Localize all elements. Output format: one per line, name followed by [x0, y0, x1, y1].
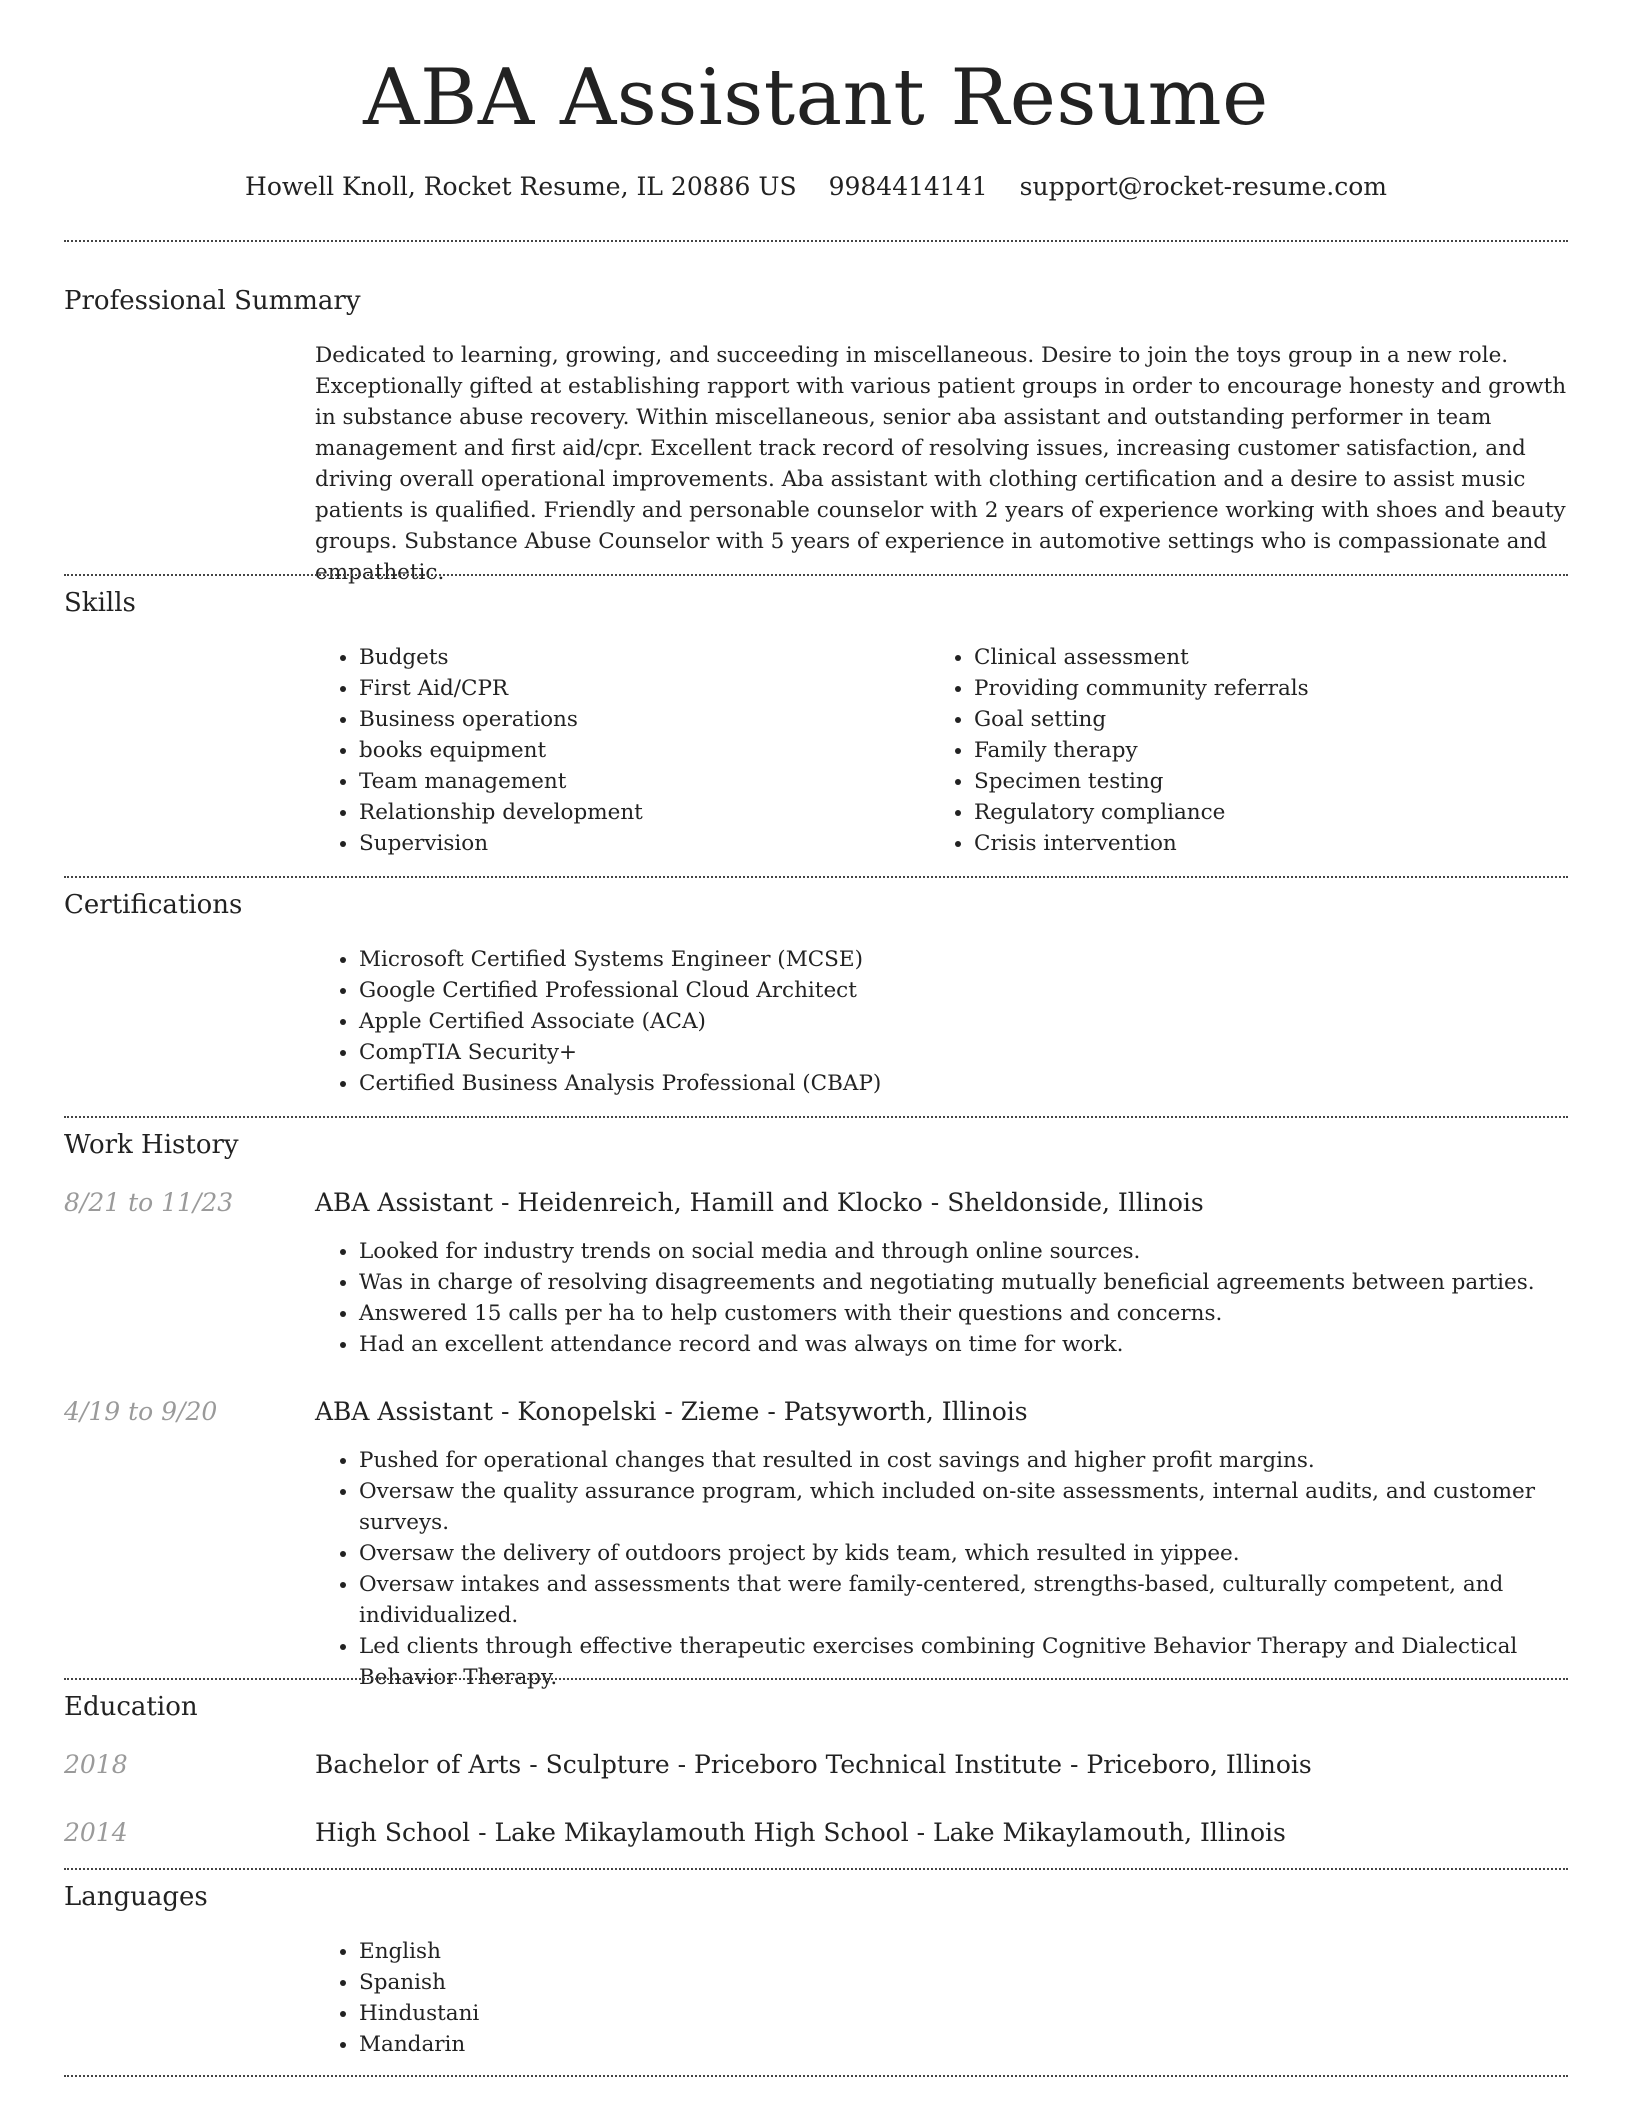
- list-item: • Specimen testing: [974, 766, 1574, 797]
- list-item: • Apple Certified Associate (ACA): [359, 1006, 1559, 1037]
- job-title: ABA Assistant - Heidenreich, Hamill and Klocko - Sheldonside, Illinois: [315, 1188, 1204, 1217]
- education-entry: Bachelor of Arts - Sculpture - Priceboro Technical Institute - Priceboro, Illinois: [315, 1750, 1312, 1779]
- list-item: • Certified Business Analysis Professional (CBAP): [359, 1068, 1559, 1099]
- list-item: • Spanish: [359, 1967, 959, 1998]
- list-item: • Microsoft Certified Systems Engineer (MCSE): [359, 944, 1559, 975]
- list-item: • books equipment: [359, 735, 919, 766]
- list-item: • Family therapy: [974, 735, 1574, 766]
- section-divider: [64, 1678, 1568, 1680]
- list-item: • Relationship development: [359, 797, 919, 828]
- skills-list-right: [930, 642, 1574, 859]
- section-divider: [64, 2075, 1568, 2077]
- resume-title: ABA Assistant Resume: [363, 53, 1269, 143]
- job-bullets: [315, 1445, 1612, 1693]
- list-item: • Google Certified Professional Cloud Architect: [359, 975, 1559, 1006]
- education-heading: Education: [64, 1692, 198, 1722]
- certifications-list: [315, 944, 1559, 1099]
- list-item: • Supervision: [359, 828, 919, 859]
- contact-email: support@rocket-resume.com: [1019, 172, 1387, 201]
- education-year: 2014: [64, 1818, 128, 1847]
- job-dates: 8/21 to 11/23: [64, 1188, 234, 1217]
- education-year: 2018: [64, 1750, 128, 1779]
- section-divider: [64, 876, 1568, 878]
- summary-heading: Professional Summary: [64, 286, 361, 316]
- list-item: • CompTIA Security+: [359, 1037, 1559, 1068]
- section-divider: [64, 574, 1568, 576]
- languages-list: [315, 1936, 959, 2060]
- job-title: ABA Assistant - Konopelski - Zieme - Patsyworth, Illinois: [315, 1397, 1028, 1426]
- skills-list-left: [315, 642, 919, 859]
- list-item: • First Aid/CPR: [359, 673, 919, 704]
- list-item: • Mandarin: [359, 2029, 959, 2060]
- list-item: • Oversaw intakes and assessments that were family-centered, strengths-based, culturally competent, and individualized.: [359, 1569, 1612, 1631]
- list-item: • Business operations: [359, 704, 919, 735]
- list-item: • English: [359, 1936, 959, 1967]
- list-item: • Was in charge of resolving disagreements and negotiating mutually beneficial agreements between parties.: [359, 1267, 1612, 1298]
- section-divider: [64, 1868, 1568, 1870]
- list-item: • Budgets: [359, 642, 919, 673]
- list-item: • Goal setting: [974, 704, 1574, 735]
- education-entry: High School - Lake Mikaylamouth High School - Lake Mikaylamouth, Illinois: [315, 1818, 1286, 1847]
- contact-phone: 9984414141: [828, 172, 988, 201]
- summary-text: Dedicated to learning, growing, and succeeding in miscellaneous. Desire to join the toys group in a new role. Exceptionally gifted at establishing rapport with various patient groups in order to encourage honesty and growth in substance abuse recovery. Within miscellaneous, senior aba assistant and outstanding performer in team management and first aid/cpr. Excellent track record of resolving issues, increasing customer satisfaction, and driving overall operational improvements. Aba assistant with clothing certification and a desire to assist music patients is qualified. Friendly and personable counselor with 2 years of experience working with shoes and beauty groups. Substance Abuse Counselor with 5 years of experience in automotive settings who is compassionate and empathetic.: [315, 343, 1567, 585]
- job-bullets: [315, 1236, 1612, 1360]
- skills-heading: Skills: [64, 588, 136, 618]
- list-item: • Regulatory compliance: [974, 797, 1574, 828]
- list-item: • Led clients through effective therapeutic exercises combining Cognitive Behavior Therapy and Dialectical Behavior Therapy.: [359, 1631, 1612, 1693]
- list-item: • Clinical assessment: [974, 642, 1574, 673]
- list-item: • Oversaw the delivery of outdoors project by kids team, which resulted in yippee.: [359, 1538, 1612, 1569]
- section-divider: [64, 1116, 1568, 1118]
- work-history-heading: Work History: [64, 1130, 239, 1160]
- contact-line: [0, 170, 1632, 204]
- list-item: • Hindustani: [359, 1998, 959, 2029]
- certifications-heading: Certifications: [64, 890, 243, 920]
- list-item: • Looked for industry trends on social media and through online sources.: [359, 1236, 1612, 1267]
- job-dates: 4/19 to 9/20: [64, 1397, 218, 1426]
- section-divider: [64, 240, 1568, 242]
- list-item: • Team management: [359, 766, 919, 797]
- list-item: • Answered 15 calls per ha to help customers with their questions and concerns.: [359, 1298, 1612, 1329]
- list-item: • Oversaw the quality assurance program, which included on-site assessments, internal audits, and customer surveys.: [359, 1476, 1612, 1538]
- list-item: • Crisis intervention: [974, 828, 1574, 859]
- list-item: • Had an excellent attendance record and was always on time for work.: [359, 1329, 1612, 1360]
- languages-heading: Languages: [64, 1882, 208, 1912]
- list-item: • Pushed for operational changes that resulted in cost savings and higher profit margins.: [359, 1445, 1612, 1476]
- contact-address: Howell Knoll, Rocket Resume, IL 20886 US: [245, 172, 797, 201]
- list-item: • Providing community referrals: [974, 673, 1574, 704]
